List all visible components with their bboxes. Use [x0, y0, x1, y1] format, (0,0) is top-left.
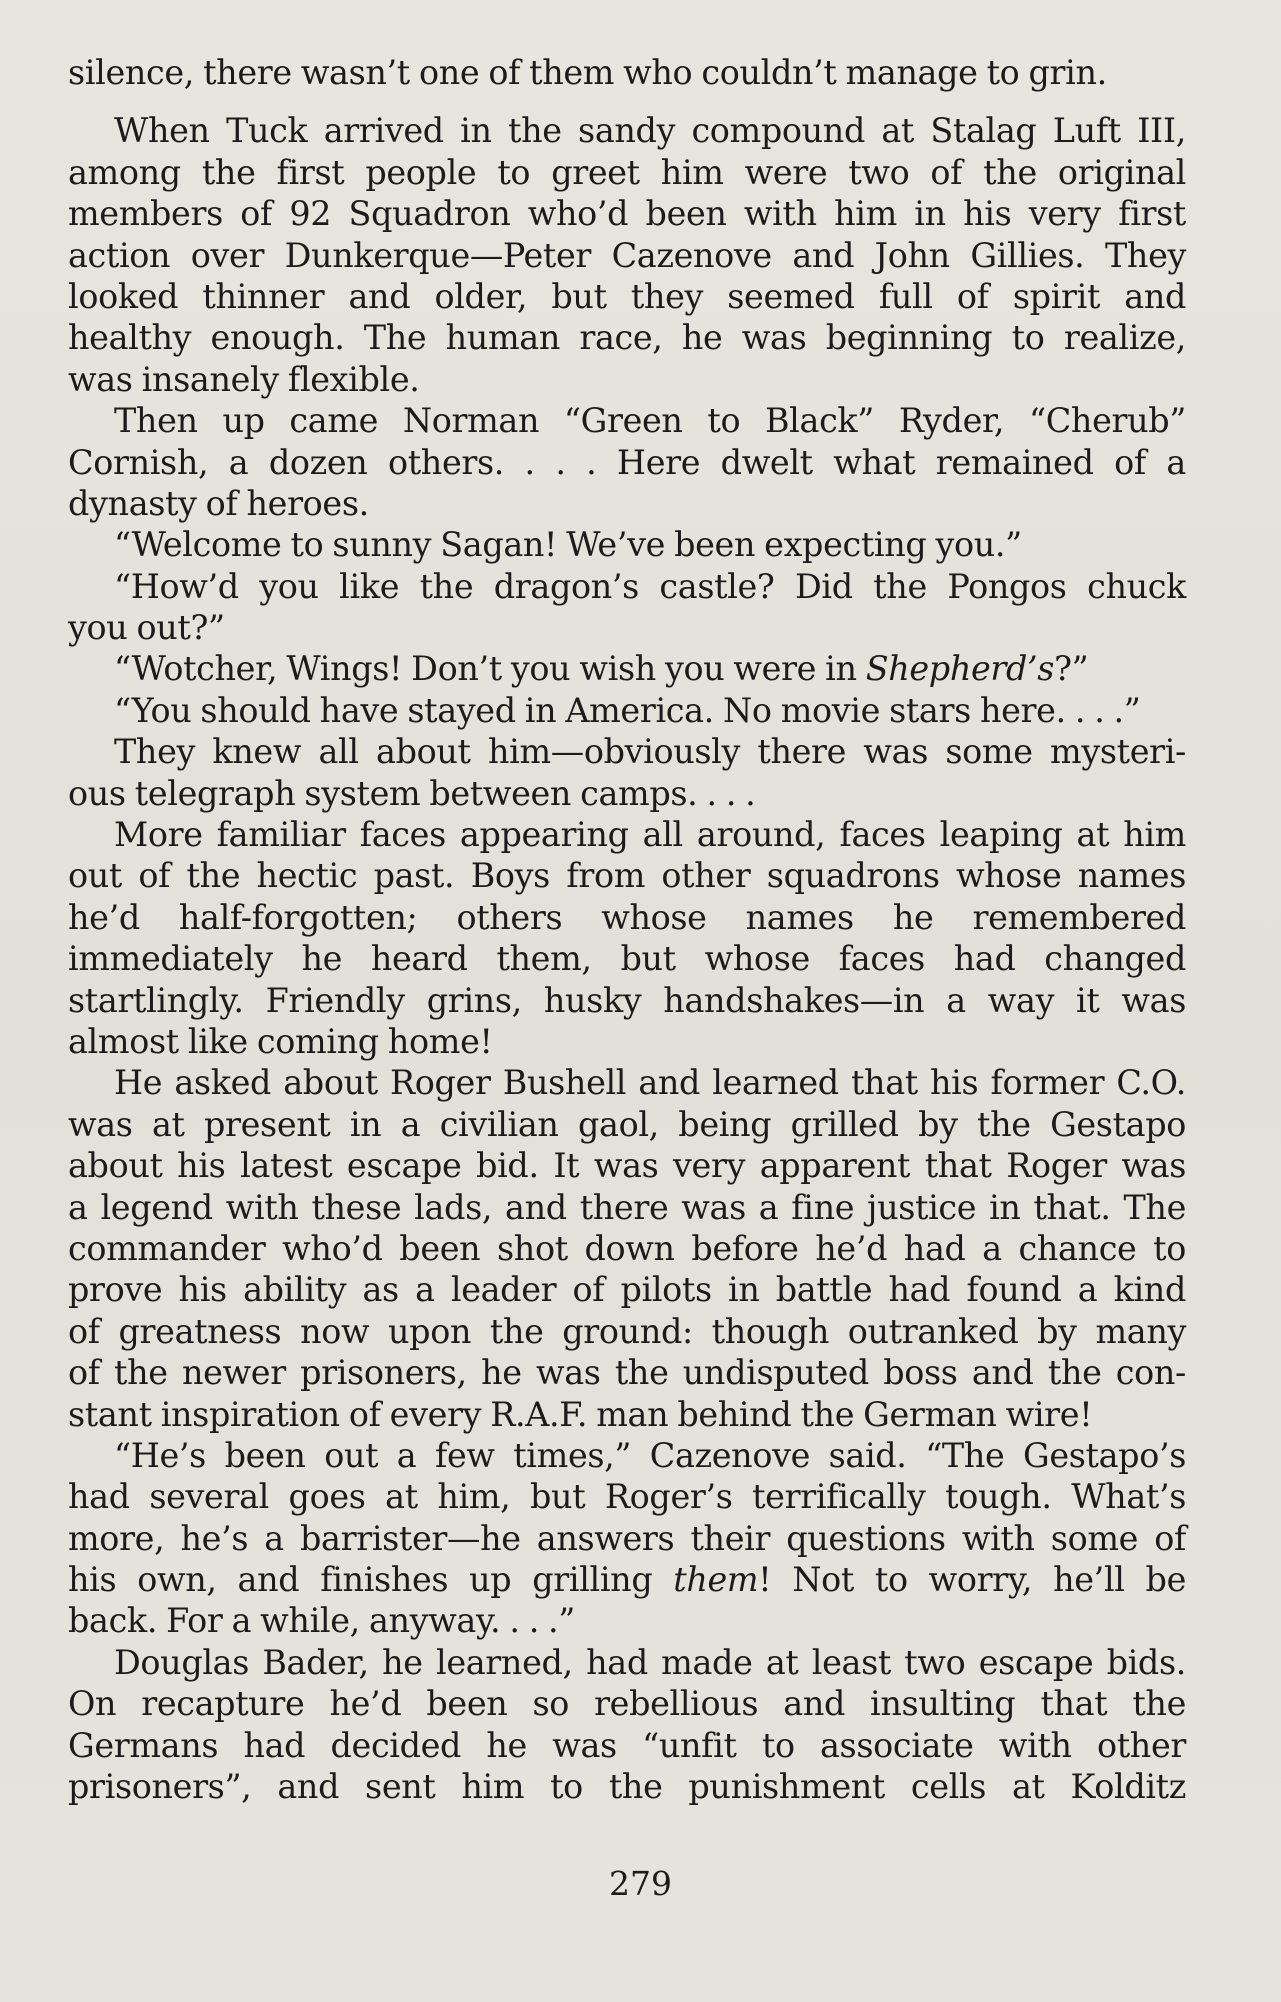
- text-line: Cornish, a dozen others. . . . Here dwelt what remained of a: [68, 442, 1186, 482]
- text-line: silence, there wasn’t one of them who couldn’t manage to grin.: [68, 53, 1107, 92]
- text-line: members of 92 Squadron who’d been with him in his very first: [68, 194, 1186, 234]
- body-text: [68, 52, 1186, 1807]
- text-line: healthy enough. The human race, he was beginning to realize,: [68, 318, 1186, 358]
- text-line: “How’d you like the dragon’s castle? Did the Pongos chuck: [114, 566, 1186, 606]
- text-line: “Wotcher, Wings! Don’t you wish you were in Shepherd’s?”: [114, 649, 1089, 689]
- text-line: dynasty of heroes.: [68, 483, 369, 523]
- text-line: ous telegraph system between camps. . . .: [68, 773, 756, 813]
- text-line: out of the hectic past. Boys from other squadrons whose names: [68, 856, 1186, 896]
- italic-text: Shepherd’s: [865, 649, 1055, 689]
- text-line: He asked about Roger Bushell and learned that his former C.O.: [114, 1063, 1186, 1103]
- text-line: Then up came Norman “Green to Black” Ryder, “Cherub”: [114, 401, 1186, 441]
- text-line: When Tuck arrived in the sandy compound at Stalag Luft III,: [114, 111, 1186, 151]
- text-line: a legend with these lads, and there was a fine justice in that. The: [68, 1187, 1186, 1227]
- text-line: Douglas Bader, he learned, had made at least two escape bids.: [114, 1642, 1186, 1682]
- text-line: prove his ability as a leader of pilots in battle had found a kind: [68, 1270, 1186, 1310]
- page-number: 279: [609, 1864, 672, 1903]
- text-line: “You should have stayed in America. No movie stars here. . . .”: [114, 690, 1141, 730]
- text-line: you out?”: [68, 608, 225, 648]
- text-line: “He’s been out a few times,” Cazenove said. “The Gestapo’s: [114, 1435, 1186, 1475]
- text-line: of the newer prisoners, he was the undisputed boss and the con-: [68, 1353, 1186, 1393]
- text-line: prisoners”, and sent him to the punishment cells at Kolditz: [68, 1767, 1186, 1807]
- text-line: action over Dunkerque—Peter Cazenove and John Gillies. They: [68, 235, 1186, 275]
- text-line: stant inspiration of every R.A.F. man behind the German wire!: [68, 1394, 1093, 1434]
- text-line: They knew all about him—obviously there was some mysteri-: [114, 732, 1186, 772]
- text-line: among the first people to greet him were two of the original: [68, 152, 1186, 192]
- text-line: was at present in a civilian gaol, being grilled by the Gestapo: [68, 1104, 1186, 1144]
- text-line: had several goes at him, but Roger’s terrifically tough. What’s: [68, 1477, 1186, 1517]
- text-line: immediately he heard them, but whose faces had changed: [68, 939, 1186, 979]
- text-line: On recapture he’d been so rebellious and insulting that the: [68, 1684, 1186, 1724]
- text-line: More familiar faces appearing all around, faces leaping at him: [114, 815, 1186, 855]
- text-line: back. For a while, anyway. . . .”: [68, 1601, 576, 1641]
- text-line: was insanely flexible.: [68, 359, 420, 399]
- text-line: startlingly. Friendly grins, husky handshakes—in a way it was: [68, 980, 1186, 1020]
- text-line: his own, and finishes up grilling them! Not to worry, he’ll be: [68, 1560, 1186, 1600]
- text-line: he’d half-forgotten; others whose names he remembered: [68, 897, 1186, 937]
- text-line: more, he’s a barrister—he answers their questions with some of: [68, 1518, 1186, 1558]
- text-line: almost like coming home!: [68, 1021, 493, 1061]
- text-line: commander who’d been shot down before he’d had a chance to: [68, 1228, 1186, 1268]
- text-line: of greatness now upon the ground: though outranked by many: [68, 1311, 1186, 1351]
- text-line: Germans had decided he was “unfit to associate with other: [68, 1725, 1186, 1765]
- text-line: about his latest escape bid. It was very apparent that Roger was: [68, 1146, 1186, 1186]
- text-line: looked thinner and older, but they seemed full of spirit and: [68, 276, 1186, 316]
- text-line: “Welcome to sunny Sagan! We’ve been expecting you.”: [114, 525, 1022, 565]
- italic-text: them: [673, 1560, 759, 1600]
